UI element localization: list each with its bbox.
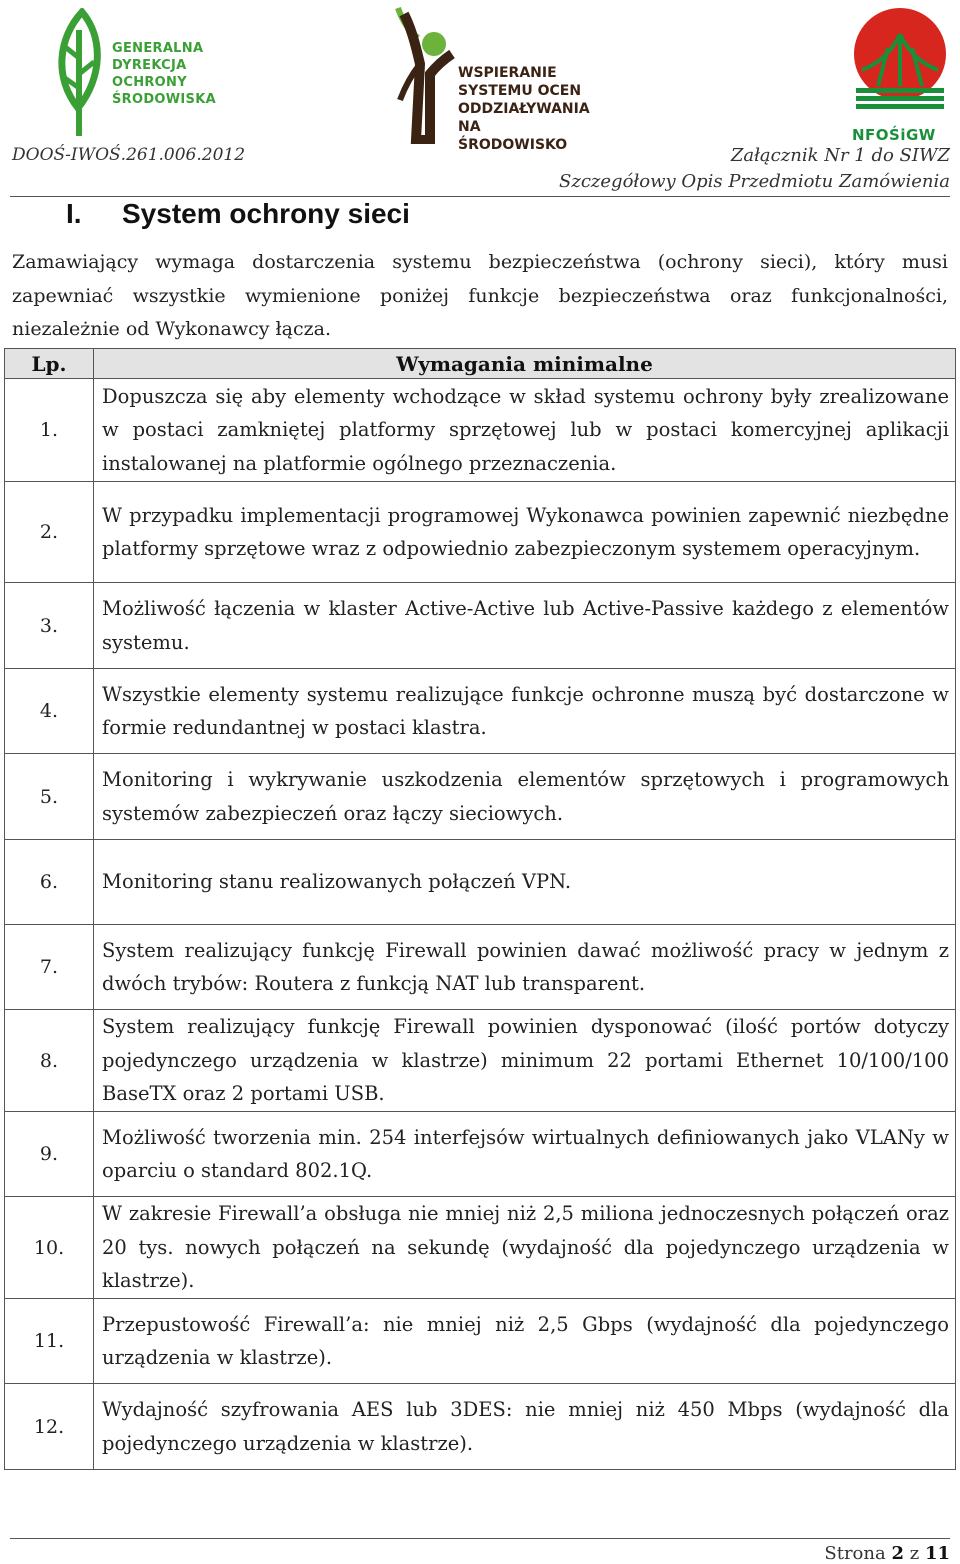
- footer-divider: [10, 1538, 950, 1539]
- wsp-line-3: ODDZIAŁYWANIA: [458, 101, 590, 117]
- row-text: W przypadku implementacji programowej Wykonawca powinien zapewnić niezbędne platformy sprzętowe wraz z odpowiednio zabezpieczonym systemem operacyjnym.: [94, 482, 956, 583]
- table-row: [5, 754, 956, 840]
- row-text: System realizujący funkcję Firewall powinien dawać możliwość pracy w jednym z dwóch trybów: Routera z funkcją NAT lub transparent.: [94, 925, 956, 1010]
- row-text: Przepustowość Firewall’a: nie mniej niż 2,5 Gbps (wydajność dla pojedynczego urządzenia w klastrze).: [94, 1299, 956, 1384]
- leaf-icon: [48, 8, 112, 138]
- row-text: System realizujący funkcję Firewall powinien dysponować (ilość portów dotyczy pojedynczego urządzenia w klastrze) minimum 22 portami Ethernet 10/100/100 BaseTX oraz 2 portami USB.: [94, 1010, 956, 1112]
- requirements-table: [4, 348, 956, 1470]
- header-requirements: Wymagania minimalne: [94, 349, 956, 379]
- gdos-line-2: DYREKCJA: [112, 58, 187, 73]
- table-row: [5, 583, 956, 669]
- row-text: Dopuszcza się aby elementy wchodzące w skład systemu ochrony były zrealizowane w postaci zamkniętej platformy sprzętowej lub w postaci komercyjnej aplikacji instalowanej na platformie ogólnego przeznaczenia.: [94, 379, 956, 482]
- row-text: Wydajność szyfrowania AES lub 3DES: nie mniej niż 450 Mbps (wydajność dla pojedynczego urządzenia w klastrze).: [94, 1384, 956, 1470]
- gdos-line-1: GENERALNA: [112, 41, 204, 56]
- page-number: [824, 1543, 950, 1564]
- row-number: 12.: [5, 1384, 94, 1470]
- table-row: [5, 1010, 956, 1112]
- table-header-row: [5, 349, 956, 379]
- row-text: Możliwość tworzenia min. 254 interfejsów wirtualnych definiowanych jako VLANy w oparciu o standard 802.1Q.: [94, 1112, 956, 1197]
- page-header: [0, 0, 960, 200]
- row-text: Monitoring i wykrywanie uszkodzenia elementów sprzętowych i programowych systemów zabezpieczeń oraz łączy sieciowych.: [94, 754, 956, 840]
- attachment-label: Załącznik Nr 1 do SIWZ: [730, 145, 950, 166]
- page-prefix: Strona: [824, 1543, 886, 1564]
- row-number: 1.: [5, 379, 94, 482]
- table-row: [5, 482, 956, 583]
- section-title: [66, 198, 410, 230]
- table-row: [5, 669, 956, 754]
- tree-figure-icon: [390, 4, 460, 144]
- nfosigw-emblem-icon: [848, 4, 952, 124]
- wsp-line-4: NA ŚRODOWISKO: [458, 119, 568, 153]
- table-row: [5, 1112, 956, 1197]
- table-row: [5, 1299, 956, 1384]
- row-number: 11.: [5, 1299, 94, 1384]
- page-total: 11: [924, 1543, 950, 1564]
- gdos-line-3: OCHRONY: [112, 75, 187, 90]
- intro-paragraph: Zamawiający wymaga dostarczenia systemu bezpieczeństwa (ochrony sieci), który musi zapewniać wszystkie wymienione poniżej funkcje bezpieczeństwa oraz funkcjonalności, niezależnie od Wykonawcy łącza.: [12, 251, 948, 340]
- table-row: [5, 925, 956, 1010]
- row-number: 5.: [5, 754, 94, 840]
- wsp-line-1: WSPIERANIE: [458, 65, 557, 81]
- page-separator: z: [909, 1543, 920, 1564]
- table-row: [5, 1384, 956, 1470]
- section-title-text: System ochrony sieci: [122, 198, 410, 229]
- row-number: 6.: [5, 840, 94, 925]
- wspieranie-logo: [390, 4, 590, 153]
- row-number: 9.: [5, 1112, 94, 1197]
- gdos-logo: [48, 8, 216, 138]
- gdos-line-4: ŚRODOWISKA: [112, 92, 216, 107]
- row-number: 4.: [5, 669, 94, 754]
- table-row: [5, 840, 956, 925]
- row-text: Możliwość łączenia w klaster Active-Active lub Active-Passive każdego z elementów systemu.: [94, 583, 956, 669]
- table-row: [5, 379, 956, 482]
- row-number: 10.: [5, 1197, 94, 1299]
- row-number: 8.: [5, 1010, 94, 1112]
- header-divider: [10, 196, 950, 197]
- row-number: 7.: [5, 925, 94, 1010]
- row-number: 2.: [5, 482, 94, 583]
- section-number: I.: [66, 198, 82, 229]
- row-text: W zakresie Firewall’a obsługa nie mniej niż 2,5 miliona jednoczesnych połączeń oraz 20 tys. nowych połączeń na sekundę (wydajność dla pojedynczego urządzenia w klastrze).: [94, 1197, 956, 1299]
- row-text: Monitoring stanu realizowanych połączeń VPN.: [94, 840, 956, 925]
- nfosigw-logo: [848, 4, 952, 144]
- document-reference: DOOŚ-IWOŚ.261.006.2012: [12, 145, 246, 165]
- header-lp: Lp.: [5, 349, 94, 379]
- row-number: 3.: [5, 583, 94, 669]
- wsp-line-2: SYSTEMU OCEN: [458, 83, 582, 99]
- document-subtitle: Szczegółowy Opis Przedmiotu Zamówienia: [559, 171, 950, 192]
- table-row: [5, 1197, 956, 1299]
- row-text: Wszystkie elementy systemu realizujące funkcje ochronne muszą być dostarczone w formie redundantnej w postaci klastra.: [94, 669, 956, 754]
- nfosigw-label: NFOŚiGW: [852, 126, 936, 144]
- page-current: 2: [891, 1543, 904, 1564]
